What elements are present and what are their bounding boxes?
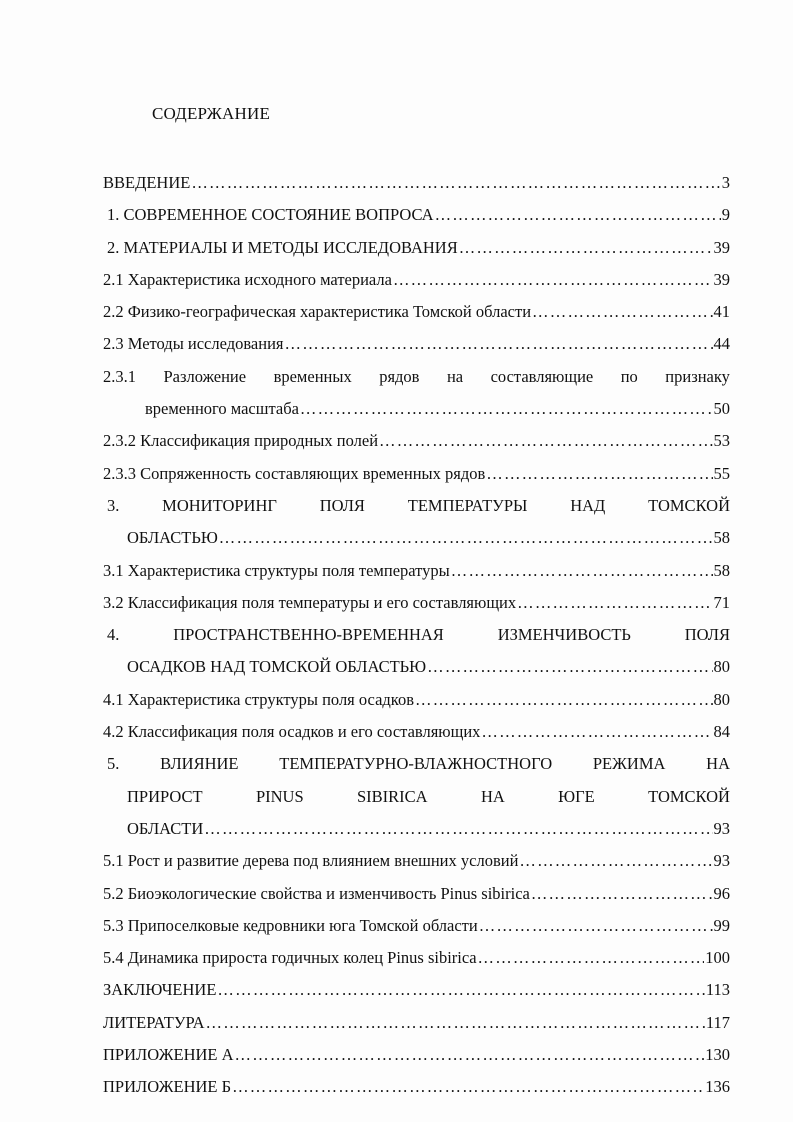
toc-entry-section-4-1[interactable] bbox=[103, 684, 730, 716]
dot-leader bbox=[479, 910, 713, 942]
toc-word: НАД bbox=[570, 495, 606, 515]
toc-label: 5.3 Припоселковые кедровники юга Томской области bbox=[103, 915, 478, 935]
dot-leader bbox=[285, 328, 713, 360]
dot-leader bbox=[481, 716, 712, 748]
toc-entry-chapter-3-line1[interactable] bbox=[103, 490, 730, 522]
toc-label: 4.1 Характеристика структуры поля осадков bbox=[103, 689, 415, 709]
toc-page-number: 50 bbox=[713, 399, 730, 419]
toc-page-number: 53 bbox=[713, 431, 730, 451]
dot-leader bbox=[300, 393, 713, 425]
table-of-contents bbox=[103, 167, 730, 1104]
toc-entry-introduction[interactable] bbox=[103, 167, 730, 199]
toc-entry-section-2-3-1-line2[interactable] bbox=[103, 393, 730, 425]
toc-entry-section-5-3[interactable] bbox=[103, 910, 730, 942]
toc-label: ЗАКЛЮЧЕНИЕ bbox=[103, 980, 217, 1000]
toc-word: ПОЛЯ bbox=[684, 625, 730, 645]
toc-entry-section-2-2[interactable] bbox=[103, 296, 730, 328]
toc-page-number: 117 bbox=[705, 1012, 730, 1032]
toc-entry-chapter-3-line2[interactable] bbox=[103, 522, 730, 554]
toc-entry-section-3-2[interactable] bbox=[103, 587, 730, 619]
toc-page-number: 58 bbox=[713, 560, 730, 580]
toc-page-number: 80 bbox=[713, 689, 730, 709]
toc-word: ТЕМПЕРАТУРНО-ВЛАЖНОСТНОГО bbox=[279, 754, 553, 774]
toc-page-number: 113 bbox=[705, 980, 730, 1000]
toc-label: ОСАДКОВ НАД ТОМСКОЙ ОБЛАСТЬЮ bbox=[127, 657, 427, 677]
toc-entry-section-2-3[interactable] bbox=[103, 328, 730, 360]
dot-leader bbox=[486, 458, 712, 490]
dot-leader bbox=[427, 651, 712, 683]
page-title: СОДЕРЖАНИЕ bbox=[152, 104, 271, 123]
toc-label: 3.1 Характеристика структуры поля температуры bbox=[103, 560, 450, 580]
toc-word: РЕЖИМА bbox=[592, 754, 666, 774]
toc-word: Разложение bbox=[163, 366, 247, 386]
toc-label: ОБЛАСТИ bbox=[127, 818, 204, 838]
toc-label: 2.1 Характеристика исходного материала bbox=[103, 269, 392, 289]
toc-word: МОНИТОРИНГ bbox=[162, 495, 277, 515]
toc-entry-section-5-4[interactable] bbox=[103, 942, 730, 974]
toc-page-number: 3 bbox=[721, 173, 730, 192]
dot-leader bbox=[379, 425, 712, 457]
dot-leader bbox=[517, 587, 712, 619]
toc-entry-chapter-2[interactable] bbox=[103, 232, 730, 264]
toc-page-number: 80 bbox=[713, 657, 730, 677]
dot-leader bbox=[206, 1007, 705, 1039]
toc-label: 5.2 Биоэкологические свойства и изменчивость Pinus sibirica bbox=[103, 883, 530, 903]
toc-entry-section-2-1[interactable] bbox=[103, 264, 730, 296]
toc-label: 4.2 Классификация поля осадков и его составляющих bbox=[103, 722, 481, 742]
toc-entry-chapter-4-line1[interactable] bbox=[103, 619, 730, 651]
dot-leader bbox=[393, 264, 713, 296]
toc-page-number: 41 bbox=[713, 302, 730, 322]
toc-entry-section-5-1[interactable] bbox=[103, 845, 730, 877]
toc-page-number: 9 bbox=[721, 205, 730, 225]
toc-label: 2. МАТЕРИАЛЫ И МЕТОДЫ ИССЛЕДОВАНИЯ bbox=[107, 237, 458, 257]
toc-label: 3.2 Классификация поля температуры и его составляющих bbox=[103, 592, 517, 612]
toc-label: 2.2 Физико-географическая характеристика Томской области bbox=[103, 302, 532, 322]
dot-leader bbox=[204, 813, 712, 845]
toc-word: ТОМСКОЙ bbox=[648, 495, 730, 515]
dot-leader bbox=[191, 167, 720, 199]
dot-leader bbox=[478, 942, 705, 974]
toc-label: 2.3 Методы исследования bbox=[103, 334, 284, 354]
dot-leader bbox=[415, 684, 712, 716]
toc-page-number: 93 bbox=[713, 851, 730, 871]
toc-entry-section-2-3-2[interactable] bbox=[103, 425, 730, 457]
toc-word: 5. bbox=[107, 754, 120, 774]
toc-entry-conclusion[interactable] bbox=[103, 974, 730, 1006]
toc-word: ПРИРОСТ bbox=[127, 786, 203, 806]
toc-word: SIBIRICA bbox=[357, 786, 428, 806]
toc-label: временного масштаба bbox=[145, 399, 299, 419]
dot-leader bbox=[451, 555, 713, 587]
toc-entry-section-2-3-1-line1[interactable] bbox=[103, 361, 730, 393]
toc-page-number: 130 bbox=[705, 1045, 730, 1065]
toc-page-number: 96 bbox=[713, 883, 730, 903]
toc-entry-appendix-a[interactable] bbox=[103, 1039, 730, 1071]
toc-page-number: 44 bbox=[713, 334, 730, 354]
toc-page-number: 100 bbox=[705, 948, 730, 968]
toc-entry-references[interactable] bbox=[103, 1007, 730, 1039]
toc-word: ТЕМПЕРАТУРЫ bbox=[407, 495, 528, 515]
toc-label: 2.3.3 Сопряженность составляющих временных рядов bbox=[103, 463, 486, 483]
toc-entry-chapter-1[interactable] bbox=[103, 199, 730, 231]
toc-entry-section-5-2[interactable] bbox=[103, 878, 730, 910]
toc-word: ПОЛЯ bbox=[319, 495, 365, 515]
toc-label: ЛИТЕРАТУРА bbox=[103, 1012, 205, 1032]
toc-word: ВЛИЯНИЕ bbox=[160, 754, 239, 774]
toc-label: 1. СОВРЕМЕННОЕ СОСТОЯНИЕ ВОПРОСА bbox=[107, 205, 434, 225]
toc-entry-chapter-5-line3[interactable] bbox=[103, 813, 730, 845]
toc-word: 2.3.1 bbox=[103, 366, 136, 386]
toc-word: НА bbox=[706, 754, 730, 774]
dot-leader bbox=[435, 199, 721, 231]
toc-word: PINUS bbox=[255, 786, 304, 806]
toc-page-number: 84 bbox=[713, 722, 730, 742]
toc-page-number: 99 bbox=[713, 915, 730, 935]
toc-entry-section-2-3-3[interactable] bbox=[103, 458, 730, 490]
toc-label: ПРИЛОЖЕНИЕ А bbox=[103, 1045, 234, 1065]
toc-label: 5.4 Динамика прироста годичных колец Pinus sibirica bbox=[103, 948, 477, 968]
dot-leader bbox=[232, 1071, 704, 1103]
dot-leader bbox=[217, 974, 704, 1006]
toc-word: ИЗМЕНЧИВОСТЬ bbox=[497, 625, 631, 645]
toc-word: на bbox=[446, 366, 464, 386]
toc-word: ЮГЕ bbox=[558, 786, 595, 806]
toc-label: 5.1 Рост и развитие дерева под влиянием внешних условий bbox=[103, 851, 519, 871]
toc-label: ВВЕДЕНИЕ bbox=[103, 173, 191, 192]
toc-word: рядов bbox=[379, 366, 420, 386]
toc-entry-section-4-2[interactable] bbox=[103, 716, 730, 748]
dot-leader bbox=[532, 296, 712, 328]
toc-entry-chapter-5-line2[interactable] bbox=[103, 781, 730, 813]
toc-word: признаку bbox=[665, 366, 730, 386]
dot-leader bbox=[519, 845, 712, 877]
dot-leader bbox=[531, 878, 713, 910]
toc-page-number: 136 bbox=[705, 1077, 730, 1097]
toc-page-number: 71 bbox=[713, 592, 730, 612]
toc-word: ПРОСТРАНСТВЕННО-ВРЕМЕННАЯ bbox=[173, 625, 444, 645]
toc-entry-section-3-1[interactable] bbox=[103, 555, 730, 587]
dot-leader bbox=[219, 522, 713, 554]
toc-page-number: 93 bbox=[713, 818, 730, 838]
toc-page-number: 39 bbox=[713, 237, 730, 257]
toc-entry-chapter-4-line2[interactable] bbox=[103, 651, 730, 683]
toc-word: составляющие bbox=[490, 366, 594, 386]
dot-leader bbox=[459, 232, 713, 264]
toc-word: 4. bbox=[107, 625, 120, 645]
toc-word: 3. bbox=[107, 495, 120, 515]
toc-word: временных bbox=[273, 366, 352, 386]
toc-label: 2.3.2 Классификация природных полей bbox=[103, 431, 379, 451]
toc-entry-chapter-5-line1[interactable] bbox=[103, 748, 730, 780]
toc-page-number: 39 bbox=[713, 269, 730, 289]
toc-entry-appendix-b[interactable] bbox=[103, 1071, 730, 1103]
toc-page-number: 58 bbox=[713, 528, 730, 548]
toc-page-number: 55 bbox=[713, 463, 730, 483]
toc-label: ОБЛАСТЬЮ bbox=[127, 528, 218, 548]
toc-label: ПРИЛОЖЕНИЕ Б bbox=[103, 1077, 232, 1097]
toc-word: по bbox=[620, 366, 638, 386]
toc-word: ТОМСКОЙ bbox=[648, 786, 730, 806]
toc-word: НА bbox=[480, 786, 505, 806]
dot-leader bbox=[235, 1039, 705, 1071]
